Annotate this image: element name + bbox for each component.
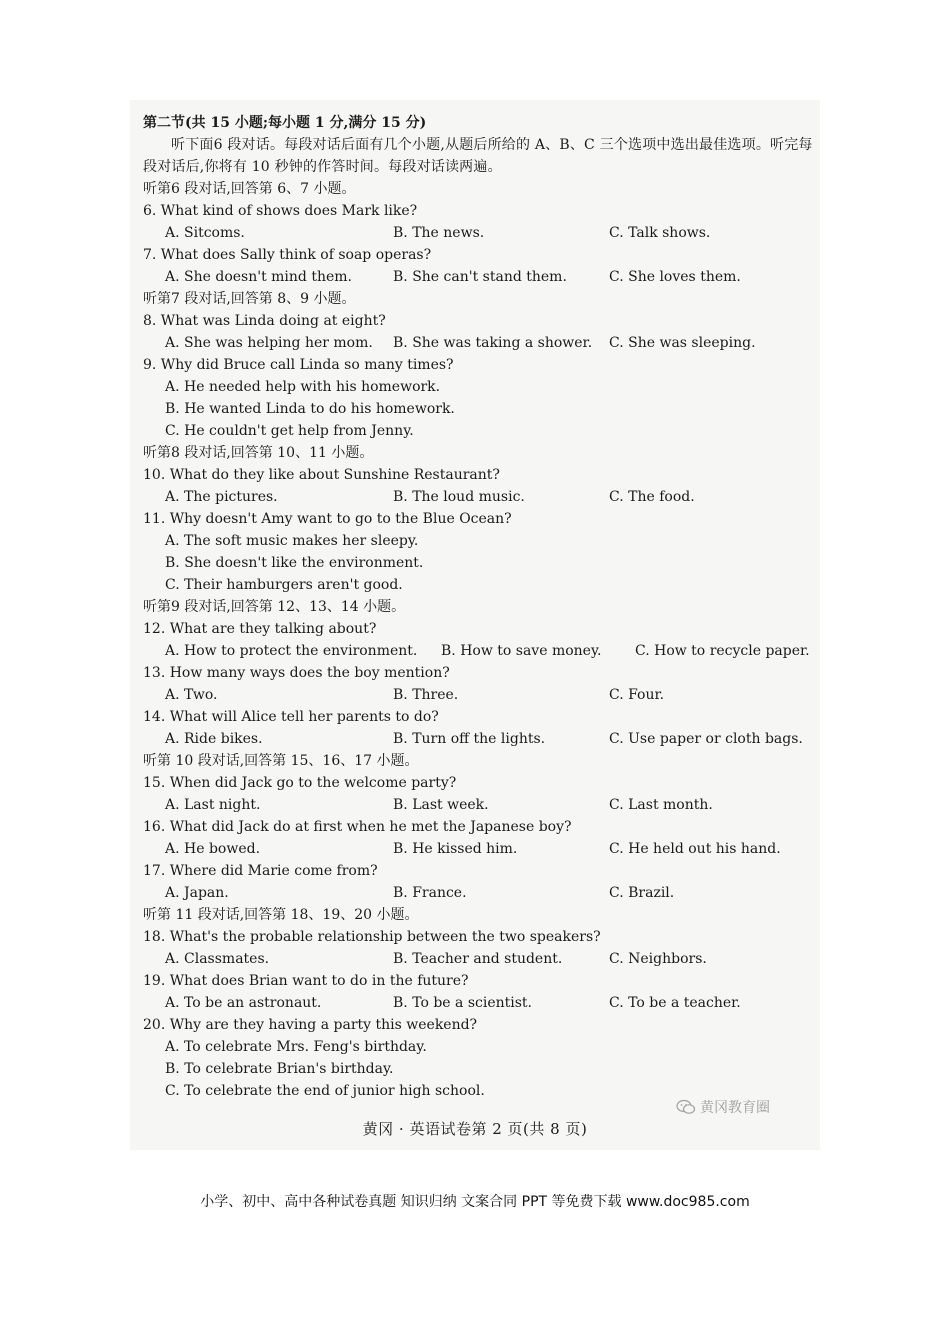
exam-section <box>143 112 813 1102</box>
options-15 <box>143 794 813 816</box>
wechat-icon <box>676 1099 696 1115</box>
question-6: 6. What kind of shows does Mark like? <box>143 203 418 219</box>
question-17: 17. Where did Marie come from? <box>143 863 378 879</box>
question-7: 7. What does Sally think of soap operas? <box>143 247 432 263</box>
option-a: A. He bowed. <box>165 841 261 857</box>
section-title: 第二节(共 15 小题;每小题 1 分,满分 15 分) <box>143 115 427 131</box>
option-b: B. Turn off the lights. <box>393 731 546 747</box>
option-b: B. France. <box>393 885 467 901</box>
option-c: C. To be a teacher. <box>609 995 741 1011</box>
question-16: 16. What did Jack do at first when he met the Japanese boy? <box>143 819 572 835</box>
option-c: C. Four. <box>609 687 665 703</box>
option-b: B. She doesn't like the environment. <box>165 555 424 571</box>
question-13: 13. How many ways does the boy mention? <box>143 665 450 681</box>
section-instructions: 听下面6 段对话。每段对话后面有几个小题,从题后所给的 A、B、C 三个选项中选出最佳选项。听完每段对话后,你将有 10 秒钟的作答时间。每段对话读两遍。 <box>143 137 813 175</box>
option-b: B. She can't stand them. <box>393 269 567 285</box>
option-a: A. The soft music makes her sleepy. <box>165 533 419 549</box>
options-12 <box>143 640 813 662</box>
page-footer: 黄冈 · 英语试卷第 2 页(共 8 页) <box>362 1120 588 1138</box>
option-a: A. The pictures. <box>165 489 278 505</box>
dialog-heading-11: 听第 11 段对话,回答第 18、19、20 小题。 <box>143 907 419 923</box>
option-b: B. He wanted Linda to do his homework. <box>165 401 455 417</box>
option-a: A. To be an astronaut. <box>165 995 322 1011</box>
question-11: 11. Why doesn't Amy want to go to the Blue Ocean? <box>143 511 512 527</box>
option-a: A. Ride bikes. <box>165 731 263 747</box>
download-note: 小学、初中、高中各种试卷真题 知识归纳 文案合同 PPT 等免费下载 www.doc985.com <box>200 1194 750 1210</box>
question-18: 18. What's the probable relationship between the two speakers? <box>143 929 601 945</box>
options-17 <box>143 882 813 904</box>
option-c: C. The food. <box>609 489 695 505</box>
option-c: C. She loves them. <box>609 269 741 285</box>
option-b: B. Teacher and student. <box>393 951 563 967</box>
option-b: B. How to save money. <box>441 643 602 659</box>
option-a: A. To celebrate Mrs. Feng's birthday. <box>165 1039 427 1055</box>
option-c: C. He held out his hand. <box>609 841 781 857</box>
option-a: A. Last night. <box>165 797 261 813</box>
option-c: C. He couldn't get help from Jenny. <box>165 423 414 439</box>
question-19: 19. What does Brian want to do in the future? <box>143 973 469 989</box>
option-a: A. He needed help with his homework. <box>165 379 441 395</box>
option-a: A. Classmates. <box>165 951 270 967</box>
option-a: A. Two. <box>165 687 218 703</box>
option-c: C. Talk shows. <box>609 225 711 241</box>
dialog-heading-9: 听第9 段对话,回答第 12、13、14 小题。 <box>143 599 406 615</box>
option-c: C. She was sleeping. <box>609 335 756 351</box>
option-b: B. Last week. <box>393 797 489 813</box>
dialog-heading-8: 听第8 段对话,回答第 10、11 小题。 <box>143 445 374 461</box>
options-16 <box>143 838 813 860</box>
question-15: 15. When did Jack go to the welcome party? <box>143 775 457 791</box>
option-a: A. She was helping her mom. <box>165 335 373 351</box>
option-b: B. He kissed him. <box>393 841 518 857</box>
option-b: B. The news. <box>393 225 485 241</box>
option-c: C. Brazil. <box>609 885 675 901</box>
dialog-heading-6: 听第6 段对话,回答第 6、7 小题。 <box>143 181 356 197</box>
question-20: 20. Why are they having a party this weekend? <box>143 1017 478 1033</box>
options-18 <box>143 948 813 970</box>
option-b: B. The loud music. <box>393 489 525 505</box>
question-12: 12. What are they talking about? <box>143 621 377 637</box>
options-8 <box>143 332 813 354</box>
option-a: A. She doesn't mind them. <box>165 269 352 285</box>
option-b: B. Three. <box>393 687 459 703</box>
option-b: B. To celebrate Brian's birthday. <box>165 1061 394 1077</box>
options-6 <box>143 222 813 244</box>
option-a: A. Sitcoms. <box>165 225 245 241</box>
option-c: C. How to recycle paper. <box>635 643 810 659</box>
question-10: 10. What do they like about Sunshine Restaurant? <box>143 467 500 483</box>
option-c: C. To celebrate the end of junior high school. <box>165 1083 485 1099</box>
question-8: 8. What was Linda doing at eight? <box>143 313 386 329</box>
option-c: C. Neighbors. <box>609 951 707 967</box>
dialog-heading-10: 听第 10 段对话,回答第 15、16、17 小题。 <box>143 753 419 769</box>
options-13 <box>143 684 813 706</box>
question-14: 14. What will Alice tell her parents to do? <box>143 709 439 725</box>
dialog-heading-7: 听第7 段对话,回答第 8、9 小题。 <box>143 291 356 307</box>
options-14 <box>143 728 813 750</box>
watermark <box>676 1097 770 1117</box>
options-10 <box>143 486 813 508</box>
watermark-text: 黄冈教育圈 <box>700 1100 770 1116</box>
option-c: C. Last month. <box>609 797 713 813</box>
option-c: C. Their hamburgers aren't good. <box>165 577 403 593</box>
option-c: C. Use paper or cloth bags. <box>609 731 803 747</box>
options-19 <box>143 992 813 1014</box>
option-a: A. Japan. <box>165 885 229 901</box>
question-9: 9. Why did Bruce call Linda so many times? <box>143 357 454 373</box>
option-a: A. How to protect the environment. <box>165 643 418 659</box>
option-b: B. To be a scientist. <box>393 995 532 1011</box>
option-b: B. She was taking a shower. <box>393 335 593 351</box>
options-7 <box>143 266 813 288</box>
